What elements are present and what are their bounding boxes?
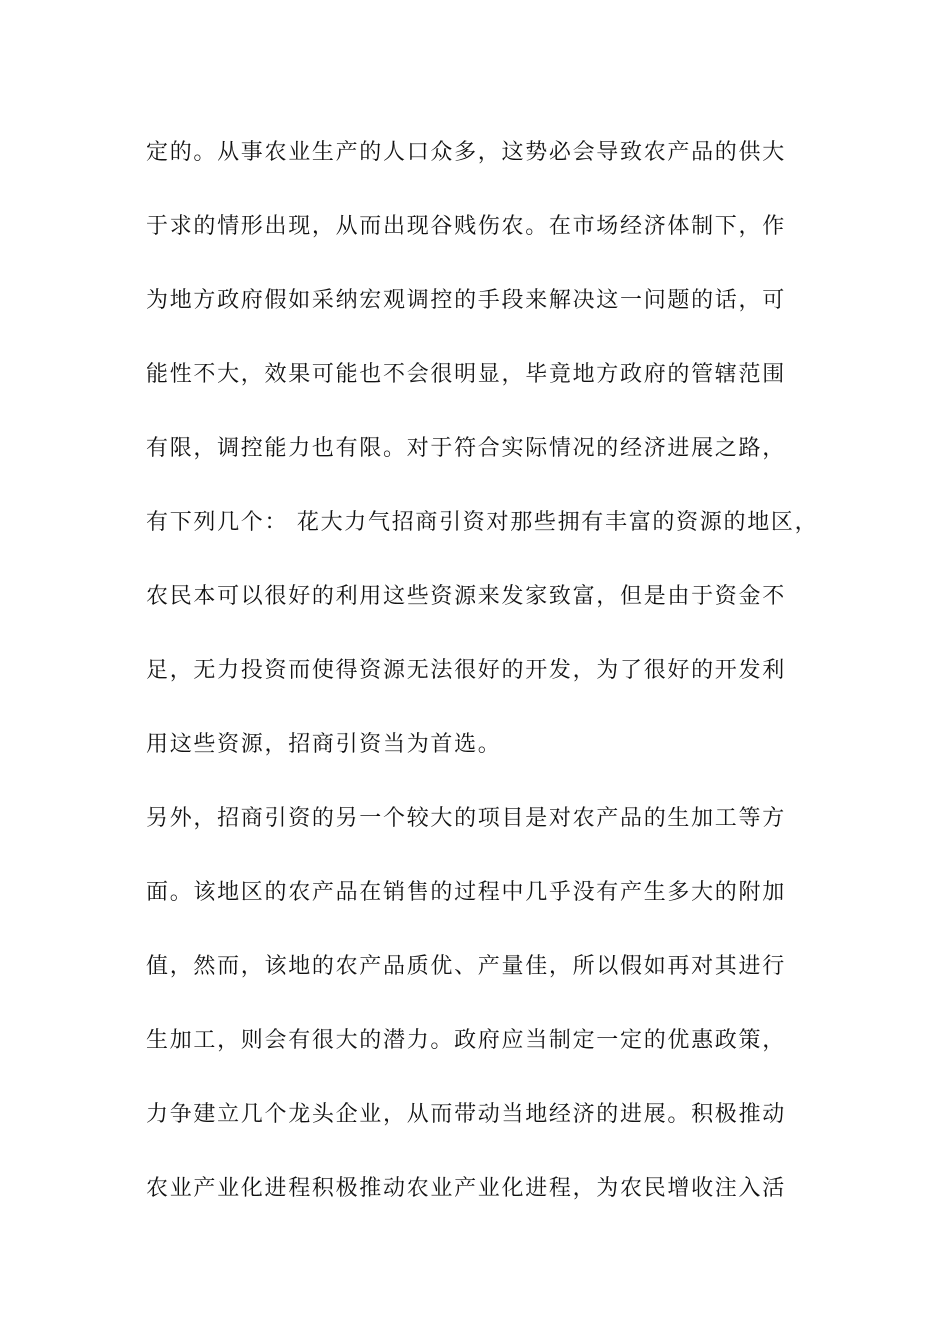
text-line: 另外，招商引资的另一个较大的项目是对农产品的生加工等方: [146, 806, 786, 831]
text-line: 足，无力投资而使得资源无法很好的开发，为了很好的开发利: [146, 658, 786, 683]
text-line: 有下列几个： 花大力气招商引资对那些拥有丰富的资源的地区，: [146, 510, 819, 535]
text-line: 力争建立几个龙头企业，从而带动当地经济的进展。积极推动: [146, 1102, 786, 1127]
text-line: 能性不大，效果可能也不会很明显，毕竟地方政府的管辖范围: [146, 362, 786, 387]
text-line: 为地方政府假如采纳宏观调控的手段来解决这一问题的话，可: [146, 288, 786, 313]
body-text: [146, 130, 826, 1240]
text-line: 有限，调控能力也有限。对于符合实际情况的经济进展之路，: [146, 436, 786, 461]
text-line: 于求的情形出现，从而出现谷贱伤农。在市场经济体制下，作: [146, 214, 786, 239]
text-line: 农业产业化进程积极推动农业产业化进程，为农民增收注入活: [146, 1176, 786, 1201]
text-line: 用这些资源，招商引资当为首选。: [146, 732, 502, 757]
text-line: 定的。从事农业生产的人口众多，这势必会导致农产品的供大: [146, 140, 786, 165]
text-line: 农民本可以很好的利用这些资源来发家致富，但是由于资金不: [146, 584, 786, 609]
text-line: 生加工，则会有很大的潜力。政府应当制定一定的优惠政策，: [146, 1028, 786, 1053]
text-line: 值，然而，该地的农产品质优、产量佳，所以假如再对其进行: [146, 954, 786, 979]
text-line: 面。该地区的农产品在销售的过程中几乎没有产生多大的附加: [146, 880, 786, 905]
